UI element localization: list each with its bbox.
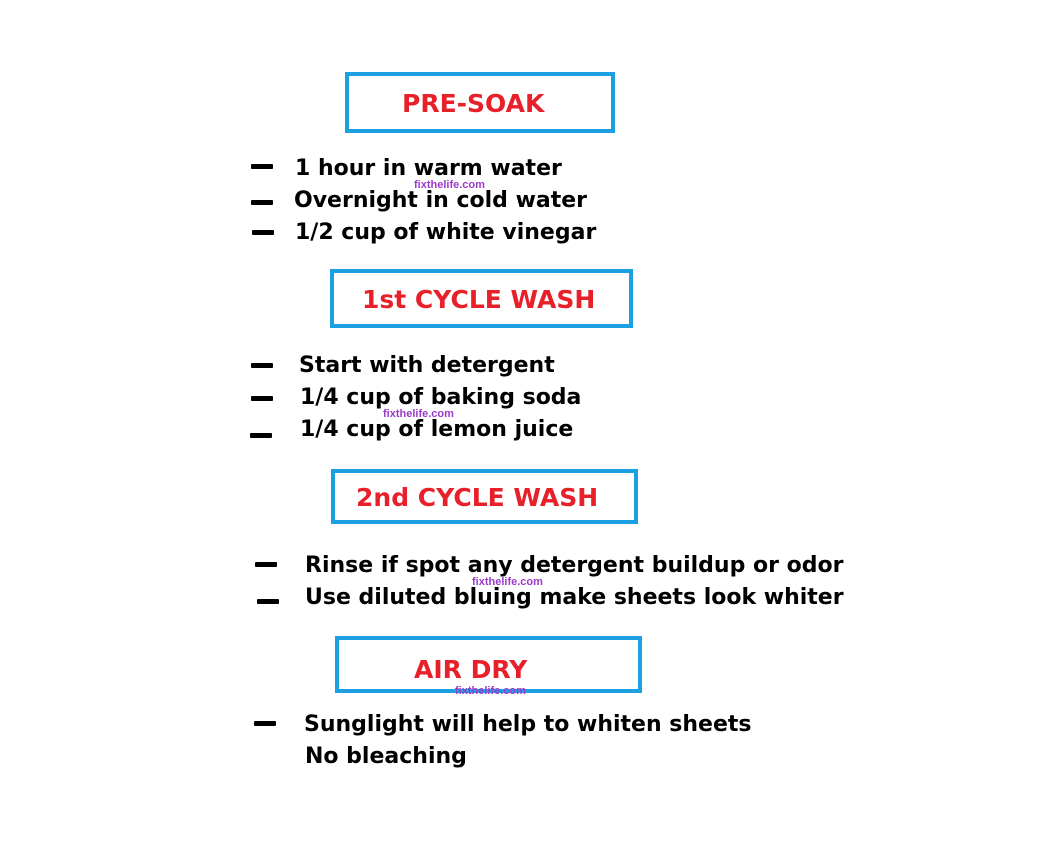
list-item: 1 hour in warm water	[295, 156, 562, 181]
list-item: Sunglight will help to whiten sheets	[304, 712, 752, 737]
dash-bullet	[251, 396, 273, 401]
list-item: Use diluted bluing make sheets look whiter	[305, 585, 844, 610]
watermark: fixthelife.com	[455, 685, 526, 697]
dash-bullet	[257, 599, 279, 604]
dash-bullet	[251, 200, 273, 205]
list-item: 1/4 cup of baking soda	[300, 385, 582, 410]
dash-bullet	[255, 562, 277, 567]
watermark: fixthelife.com	[472, 576, 543, 588]
list-item: Start with detergent	[299, 353, 555, 378]
watermark: fixthelife.com	[414, 179, 485, 191]
list-item: No bleaching	[305, 744, 467, 769]
section-title-air-dry: AIR DRY	[414, 655, 528, 684]
dash-bullet	[252, 230, 274, 235]
section-title-1st-cycle-wash: 1st CYCLE WASH	[362, 285, 596, 314]
section-title-2nd-cycle-wash: 2nd CYCLE WASH	[356, 483, 599, 512]
list-item: Rinse if spot any detergent buildup or odor	[305, 553, 844, 578]
list-item: 1/2 cup of white vinegar	[295, 220, 597, 245]
list-item: Overnight in cold water	[294, 188, 588, 213]
dash-bullet	[254, 721, 276, 726]
dash-bullet	[251, 363, 273, 368]
dash-bullet	[250, 433, 272, 438]
dash-bullet	[251, 164, 273, 169]
section-title-pre-soak: PRE-SOAK	[402, 89, 545, 118]
watermark: fixthelife.com	[383, 408, 454, 420]
list-item: 1/4 cup of lemon juice	[300, 417, 574, 442]
